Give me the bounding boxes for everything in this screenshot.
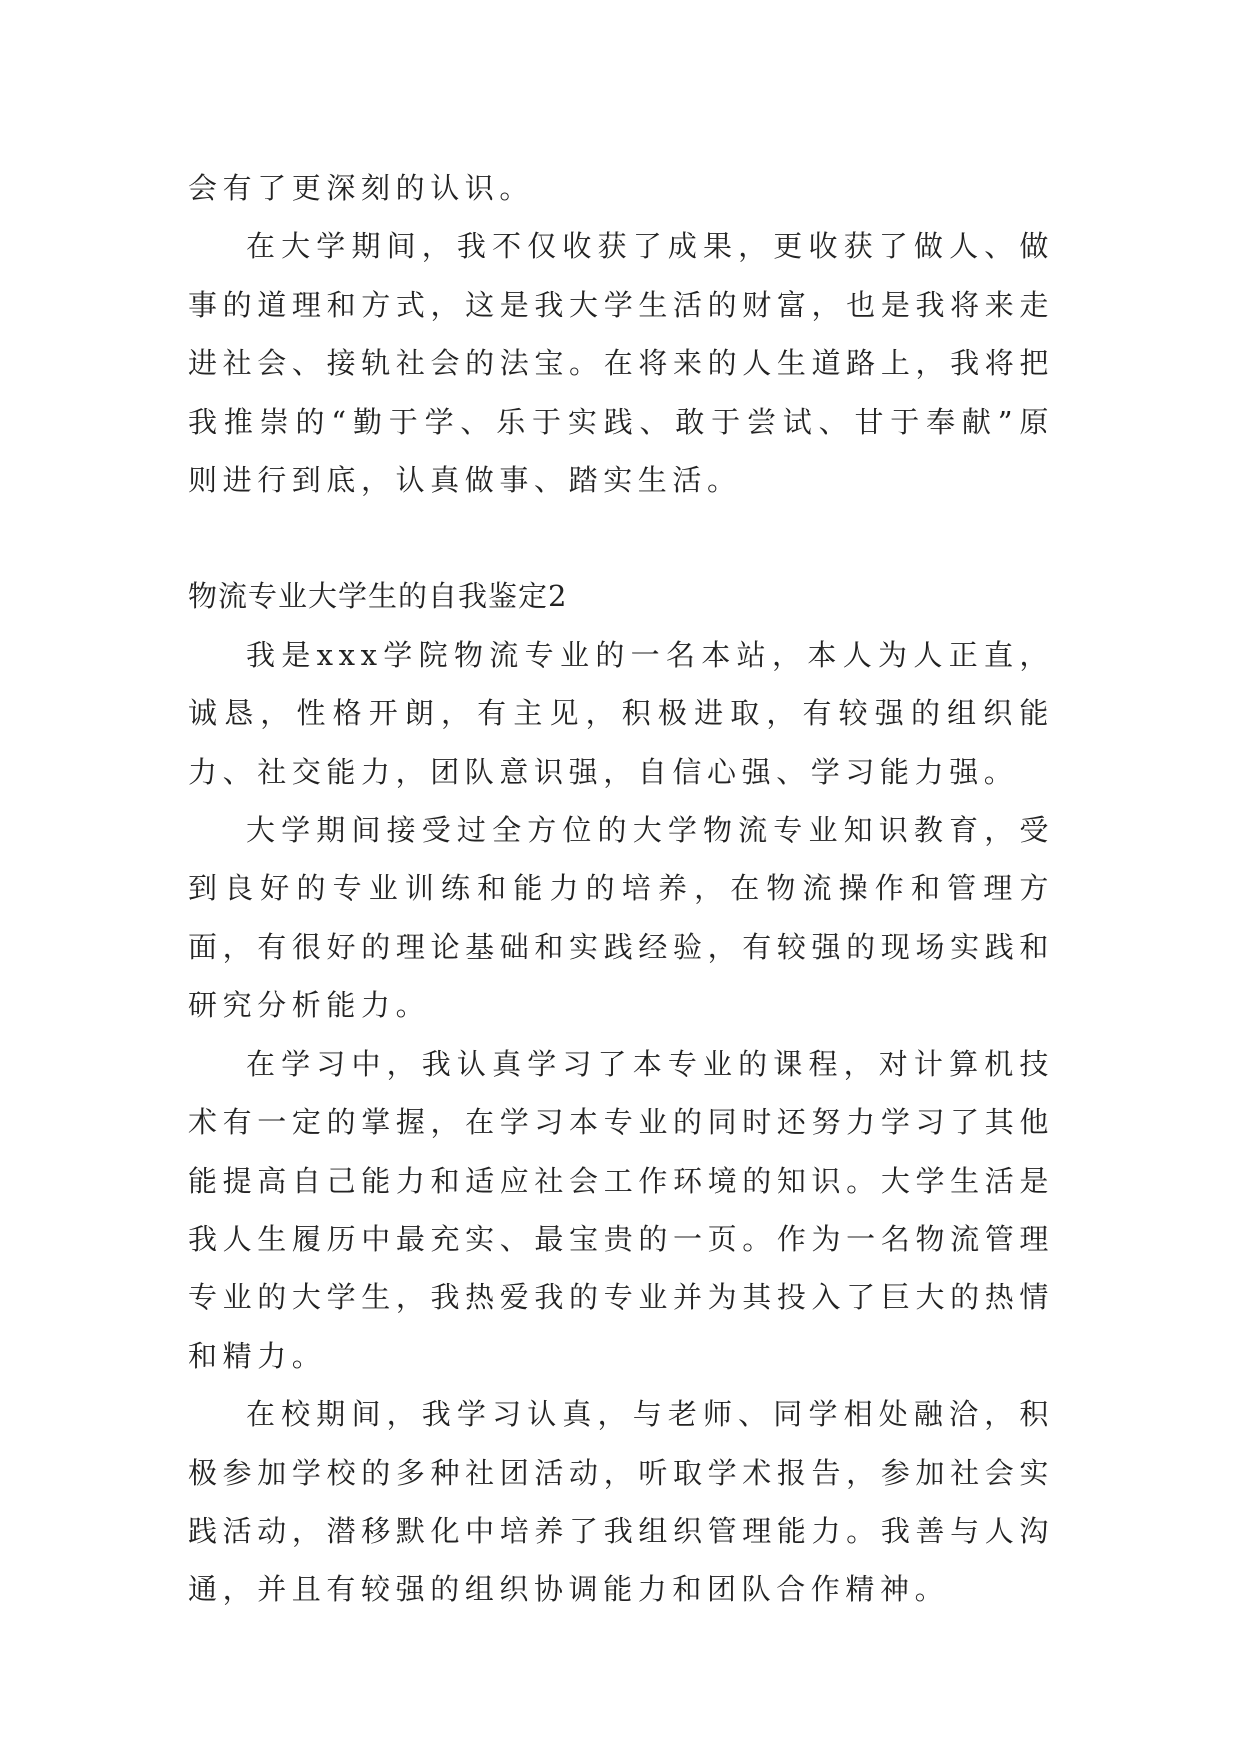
paragraph-campus-life: 在校期间，我学习认真，与老师、同学相处融洽，积极参加学校的多种社团活动，听取学术报告，参加社会实践活动，潜移默化中培养了我组织管理能力。我善与人沟通，并且有较强的组织协调能力和团队合作精神。 [188,1397,1054,1607]
section-title: 物流专业大学生的自我鉴定2 [188,579,568,614]
document-body [188,159,1054,1619]
paragraph-education: 大学期间接受过全方位的大学物流专业知识教育，受到良好的专业训练和能力的培养，在物流操作和管理方面，有很好的理论基础和实践经验，有较强的现场实践和研究分析能力。 [188,813,1054,1023]
paragraph-study: 在学习中，我认真学习了本专业的课程，对计算机技术有一定的掌握，在学习本专业的同时还努力学习了其他能提高自己能力和适应社会工作环境的知识。大学生活是我人生履历中最充实、最宝贵的一页。作为一名物流管理专业的大学生，我热爱我的专业并为其投入了巨大的热情和精力。 [188,1046,1054,1373]
paragraph-continuation: 会有了更深刻的认识。 [188,171,535,205]
paragraph-self-intro: 我是xxx学院物流专业的一名本站，本人为人正直，诚恳，性格开朗，有主见，积极进取，有较强的组织能力、社交能力，团队意识强，自信心强、学习能力强。 [188,637,1054,789]
paragraph-university-harvest: 在大学期间，我不仅收获了成果，更收获了做人、做事的道理和方式，这是我大学生活的财富，也是我将来走进社会、接轨社会的法宝。在将来的人生道路上，我将把我推崇的“勤于学、乐于实践、敢于尝试、甘于奉献”原则进行到底，认真做事、踏实生活。 [188,229,1054,498]
